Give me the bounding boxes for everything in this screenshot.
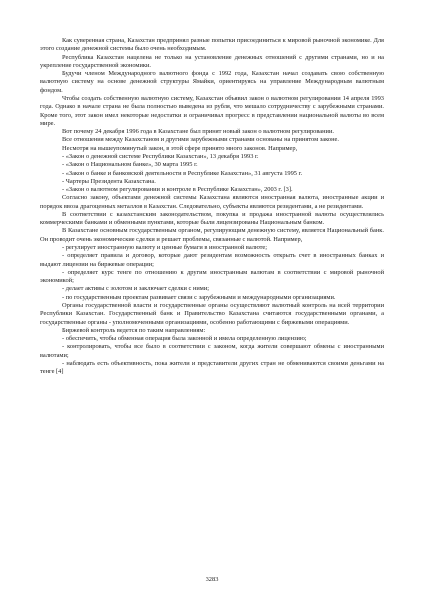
paragraph: В Казахстане основным государственным органом, регулирующим денежную систему, является Национальный банк. Он проводит очень экономические сделки и решает проблемы, связанные с валютой. Например, [40, 227, 384, 243]
list-item: - «Закон о Национальном банке», 30 марта 1995 г. [62, 161, 198, 169]
paragraph: Биржевой контроль ведется по таким направлениям: [62, 326, 206, 334]
paragraph: Несмотря на вышеупомянутый закон, в этой сфере принято много законов. Например, [62, 144, 298, 152]
paragraph: Органы государственной власти и государственные органы осуществляют валютный контроль на всей территории Республики Казахстан. Государственный банк и Правительство Казахстана считаются государственными органами, а государственные органы - уполномоченными организациями, особенно работающими с биржевыми операциями. [40, 302, 384, 326]
list-item: - «Закон о банке и банковской деятельности в Республике Казахстан», 31 августа 1995 г. [62, 169, 303, 177]
paragraph: Чтобы создать собственную валютную систему, Казахстан объявил закон о валютном регулировании 14 апреля 1993 года. Однако в начале страна не была полностью выведена из рубля, что мешало сотрудничеству с зарубежными странами. Кроме того, этот закон имел некоторые недостатки и ограничивал прогресс в представлении национальной валюты во всем мире. [40, 94, 384, 127]
list-item: - «Закон о валютном регулировании и контроле в Республике Казахстан», 2003 г. [3]. [62, 186, 293, 194]
paragraph: Все отношения между Казахстаном и другими зарубежными странами основаны на принятом законе. [62, 136, 339, 144]
page-number: 3283 [205, 576, 219, 583]
list-item: - обеспечить, чтобы обменная операция была законной и имела определенную лицензию; [62, 335, 307, 343]
list-item: - контролировать, чтобы все было в соответствии с законом, когда жители совершают обмены с иностранными валютами; [40, 343, 384, 359]
list-item: - Чартеры Президента Казахстана. [62, 177, 156, 185]
paragraph: Республика Казахстан нацелена не только на установление денежных отношений с другими странами, но и на укрепление государственной экономики. [40, 53, 384, 69]
list-item: - регулирует иностранную валюту и ценные бумаги в иностранной валюте; [62, 244, 268, 252]
document-body [40, 37, 384, 377]
paragraph: В соответствии с казахстанским законодательством, покупка и продажа иностранной валюты осуществлялись коммерческими банками и обменными пунктами, которые были лицензированы Национальным банком. [40, 210, 384, 227]
list-item: - наблюдать есть объективность, пока жители и представители других стран не обмениваются своими деньгами на тенге [4] [40, 359, 384, 376]
list-item: - делает активы с золотом и заключает сделки с ними; [62, 285, 210, 293]
list-item: - по государственным проектам развивает связи с зарубежными и международными организациями. [62, 293, 336, 301]
list-item: - определяет курс тенге по отношению к другим иностранным валютам в соответствии с мировой рыночной экономикой; [40, 268, 384, 285]
paragraph: Будучи членом Международного валютного фонда с 1992 года, Казахстан начал создавать свою собственную валютную систему на основе денежной структуры Ямайки, ориентируясь на управление Международным валютным фондом. [40, 70, 384, 94]
list-item: - «Закон о денежной системе Республики Казахстан», 13 декабря 1993 г. [62, 152, 259, 160]
paragraph: Как суверенная страна, Казахстан предпринял разные попытки присоединиться к мировой рыночной экономике. Для этого создание денежной системы было очень необходимым. [40, 37, 384, 53]
paragraph: Вот почему 24 декабря 1996 года в Казахстане был принят новый закон о валютном регулировании. [62, 128, 334, 136]
list-item: - определяет правила и договор, которые дают резидентам возможность открыть счет в иностранных банках и выдают лицензии на биржевые операции; [40, 252, 384, 268]
paragraph: Согласно закону, объектами денежной системы Казахстана являются иностранная валюта, иностранные акции и порядок ввоза драгоценных металлов в Казахстан. Следовательно, субъекты являются резидентами, а не резидентами. [40, 194, 384, 210]
